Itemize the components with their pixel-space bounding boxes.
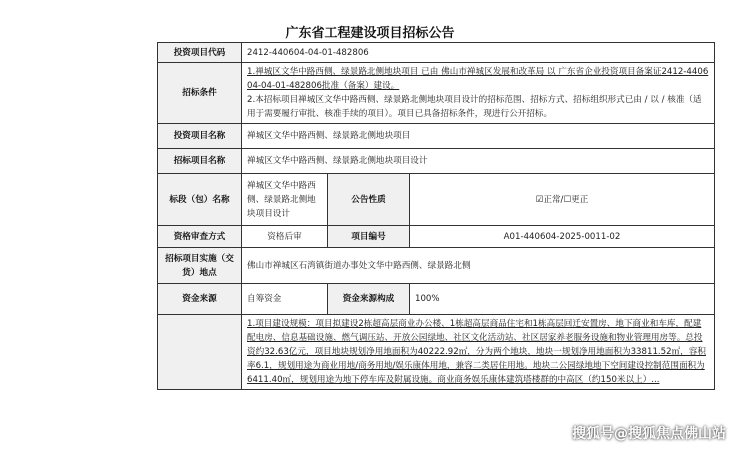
row-funding — [158, 284, 715, 315]
project-code-value: 2412-440604-04-01-482806 — [242, 43, 715, 63]
project-number-value: A01-440604-2025-0011-02 — [410, 226, 715, 248]
review-method-value: 资格后审 — [242, 226, 328, 248]
investment-name-value: 禅城区文华中路西侧、绿景路北侧地块项目 — [242, 124, 715, 149]
bid-name-value: 禅城区文华中路西侧、绿景路北侧地块项目设计 — [242, 149, 715, 174]
funding-composition-label: 资金来源构成 — [328, 284, 410, 315]
conditions-paragraph-2: 2.本招标项目禅城区文华中路西侧、绿景路北侧地块项目设计的招标范围、招标方式、招标组织形式已由 / 以 / 核准（适用于需要履行审批、核准手续的项目）。项目已具备招标条件，现进行公开招标。 — [247, 95, 702, 119]
conditions-label: 招标条件 — [158, 63, 242, 124]
row-project-code — [158, 43, 715, 63]
notice-nature-value: ☑正常/☐更正 — [410, 174, 715, 226]
funding-label: 资金来源 — [158, 284, 242, 315]
funding-composition-value: 100% — [410, 284, 715, 315]
project-code-label: 投资项目代码 — [158, 43, 242, 63]
notice-nature-label: 公告性质 — [328, 174, 410, 226]
watermark: 搜狐号@搜狐焦点佛山站 — [572, 426, 726, 442]
investment-name-label: 投资项目名称 — [158, 124, 242, 149]
scale-value: 1.项目建设规模：项目拟建设2栋超高层商业办公楼、1栋超高层商品住宅和1栋高层回迁安置房、地下商业和车库，配建配电房、信息基础设施、燃气调压站、开放公园绿地、社区文化活动站、社区居家养老服务设施和物业管理用房等。总投资约32.63亿元，项目地块规划净用地面积为40222.92㎡，分为两个地块，地块一规划净用地面积为33811.52㎡，容积率6.1，规划用途为商业用地/商务用地/娱乐康体用地，兼容二类居住用地。地块二公园绿地地下空间建设控制范围面积为6411.40㎡，规划用途为地下停车库及附属设施。商业商务娱乐康体建筑塔楼群的中高区（约150米以上）... — [242, 315, 715, 390]
row-investment-name — [158, 124, 715, 149]
location-value: 佛山市禅城区石湾镇街道办事处文华中路西侧、绿景路北侧 — [242, 248, 715, 284]
row-review — [158, 226, 715, 248]
scale-label — [158, 315, 242, 390]
section-label: 标段（包）名称 — [158, 174, 242, 226]
location-label: 招标项目实施（交货）地点 — [158, 248, 242, 284]
row-location — [158, 248, 715, 284]
row-section — [158, 174, 715, 226]
section-value: 禅城区文华中路西侧、绿景路北侧地块项目设计 — [242, 174, 328, 226]
project-number-label: 项目编号 — [328, 226, 410, 248]
conditions-value — [242, 63, 715, 124]
review-method-label: 资格审查方式 — [158, 226, 242, 248]
page-title: 广东省工程建设项目招标公告 — [285, 26, 455, 41]
row-scale — [158, 315, 715, 390]
tender-notice-table — [157, 42, 715, 390]
funding-value: 自筹资金 — [242, 284, 328, 315]
row-bid-name — [158, 149, 715, 174]
conditions-paragraph-1: 1.禅城区文华中路西侧、绿景路北侧地块项目 已由 佛山市禅城区发展和改革局 以 广东省企业投资项目备案证2412-440604-04-01-482806批准（备案）建设。 — [247, 67, 709, 91]
row-conditions — [158, 63, 715, 124]
bid-name-label: 招标项目名称 — [158, 149, 242, 174]
